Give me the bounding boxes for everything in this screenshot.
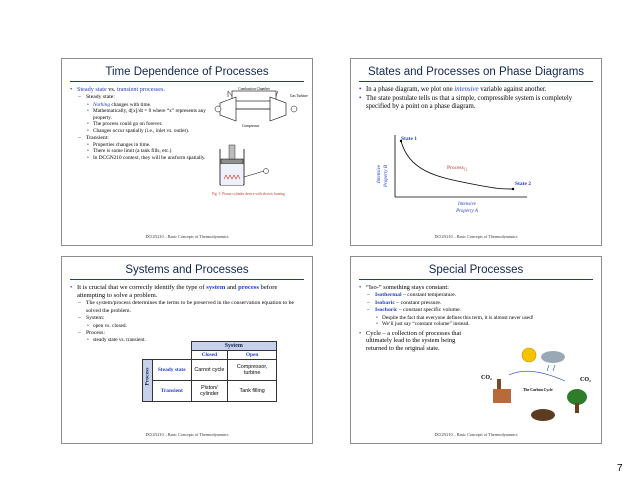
state2-label: State 2 — [515, 181, 532, 187]
factory-icon — [493, 389, 511, 403]
nothing-rest-text: changes with time. — [110, 101, 152, 108]
sub-sub-bullet: • Properties changes in time. — [70, 142, 210, 149]
carbon-cycle-label: The Carbon Cycle — [523, 388, 553, 392]
bullet — [359, 86, 585, 94]
sub-bullet: – Isothermal – constant temperature. — [359, 292, 593, 299]
slide-footer: DCGN210 – Basic Concepts of Thermodynamics — [434, 234, 518, 239]
cell-carnot-cycle: Carnot cycle — [191, 360, 228, 381]
piston — [221, 159, 243, 164]
state2-point — [512, 188, 514, 190]
turbine-shape — [270, 97, 286, 121]
slide-footer: DCGN210 – Basic Concepts of Thermodynamics — [145, 234, 229, 239]
slide-footer: DCGN210 – Basic Concepts of Thermodynamics — [145, 432, 229, 437]
nothing-text: Nothing — [93, 101, 111, 108]
sub-bullet: – The system/process determines the terms to be preserved in the conservation equation to be solved the problem. — [70, 300, 302, 315]
slide-body — [70, 284, 302, 344]
gas-turbine-schematic — [215, 87, 308, 128]
slide-title: Time Dependence of Processes — [70, 65, 304, 82]
page-number: 7 — [617, 463, 623, 474]
row-steady-state: Steady state — [153, 360, 192, 381]
bullet: • Cycle – a collection of processes that ultimately lead to the system being returned to the original state. — [359, 330, 478, 352]
sub-bullet: – Process: — [70, 330, 302, 338]
bullet: • “Iso-” something stays constant: — [359, 284, 593, 291]
gas-turbine-label: Gas Turbine — [290, 94, 308, 98]
combustion-label: Combustion Chamber — [238, 87, 270, 91]
sub-sub-bullet: • steady state vs. transient. — [70, 337, 302, 344]
slide-systems-processes — [61, 256, 313, 444]
process-keyword: process — [238, 284, 259, 291]
slide-phase-diagrams — [350, 58, 602, 246]
transient-text: transient processes. — [116, 86, 166, 93]
bullet-text-c: variable against another. — [478, 86, 547, 93]
slide-body — [359, 86, 585, 112]
phase-diagram — [351, 131, 602, 229]
y-axis-label-2: Property B — [384, 165, 389, 187]
process-label: Process$_{12}$ — [447, 165, 468, 172]
steady-state-text: Steady state — [77, 86, 107, 93]
slide-title: Special Processes — [359, 263, 593, 280]
carbon-cycle-image — [479, 345, 599, 427]
sub-sub-bullet: • There is some limit (a tank fills, etc.) — [70, 148, 210, 155]
animal-icon — [531, 409, 555, 421]
sub-bullet: – Transient: — [70, 135, 210, 142]
combustion-chamber-box — [232, 91, 276, 101]
slide-title: Systems and Processes — [70, 263, 304, 280]
compressor-label: Compressor — [242, 124, 260, 128]
cell-compressor-turbine: Compressor, turbine — [228, 360, 277, 381]
bullet: • The state postulate tells us that a simple, compressible system is completely specified by a point on a phase diagram. — [359, 95, 585, 111]
slide-footer: DCGN210 – Basic Concepts of Thermodynamics — [434, 432, 518, 437]
x-axis-label-1: Intensive — [457, 202, 477, 207]
row-transient: Transient — [153, 381, 192, 402]
process-header: Process — [144, 367, 151, 385]
sub-sub-bullet: • open vs. closed. — [70, 323, 302, 330]
sub-sub-bullet: • Changes occur spatially (i.e., inlet vs. outlet). — [70, 128, 210, 135]
vs-text: vs. — [106, 86, 117, 93]
state1-label: State 1 — [401, 136, 418, 142]
sub-bullet: – System: — [70, 315, 302, 323]
turbine-and-piston-diagrams — [210, 87, 308, 207]
system-header: System — [191, 342, 277, 351]
compressor-shape — [220, 97, 236, 121]
sub-sub-bullet: • Mathematically, d[x]/dt = 0 where “x” represents any property. — [70, 108, 210, 121]
piston-cylinder-schematic — [212, 145, 285, 196]
sub-bullet: – Steady state: — [70, 94, 210, 101]
slide-title: States and Processes on Phase Diagrams — [359, 65, 593, 82]
figure-caption: Fig. 1: Piston-cylinder device with electric heating — [212, 192, 285, 196]
sun-icon — [522, 348, 536, 362]
col-closed: Closed — [191, 351, 228, 360]
sub-bullet: – Isochoric – constant specific volume. — [359, 307, 593, 314]
cell-tank-filling: Tank filling — [228, 381, 277, 402]
intensive-text: intensive — [454, 86, 479, 93]
sub-sub-bullet: • Despite the fact that everyone defines this term, it is almost never used! — [359, 315, 593, 322]
bullet: • It is crucial that we correctly identify the type of system and process before attempting to solve a problem. — [70, 284, 302, 299]
sub-sub-bullet: • In DCGN210 context, they will be unsform spatially. — [70, 155, 210, 162]
cell-piston-cylinder: Piston/ cylinder — [191, 381, 228, 402]
slide-body — [70, 86, 210, 162]
bullet — [70, 86, 210, 93]
bullet-text-a: In a phase diagram, we plot one — [366, 86, 455, 93]
process-header-cell — [143, 360, 153, 402]
slide-special-processes — [350, 256, 602, 444]
sub-bullet: – Isobaric – constant pressure. — [359, 300, 593, 307]
system-process-table — [142, 341, 277, 402]
co2-right-label: CO₂ — [580, 377, 591, 383]
col-open: Open — [228, 351, 277, 360]
y-axis-label-1: Intensive — [377, 164, 382, 183]
tree-icon — [567, 389, 587, 405]
cloud-icon — [541, 351, 565, 363]
x-axis-label-2: Property A — [456, 209, 478, 214]
slide-time-dependence — [61, 58, 313, 246]
system-keyword: system — [206, 284, 226, 291]
co2-left-label: CO₂ — [481, 375, 492, 381]
slide-body — [359, 284, 593, 353]
sub-sub-bullet: • We’ll just say “constant volume” instead. — [359, 321, 593, 328]
sub-sub-bullet: • The process could go on forever. — [70, 121, 210, 128]
